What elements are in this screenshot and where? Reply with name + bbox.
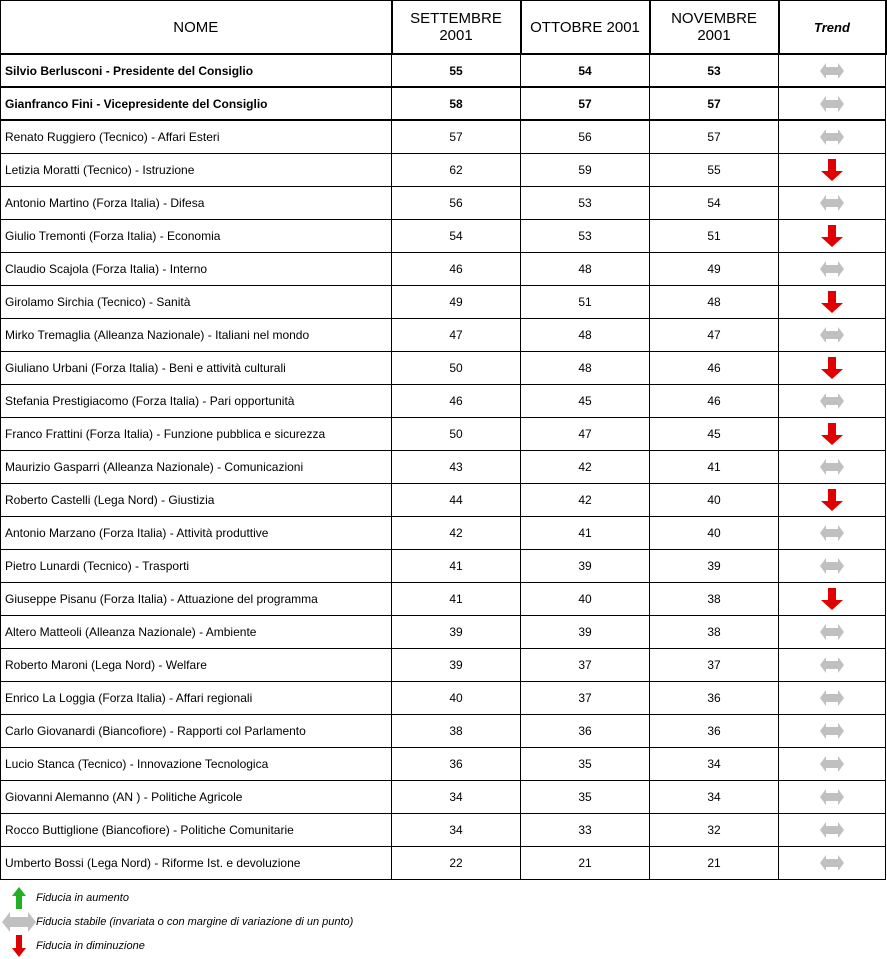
- row-september: 44: [392, 484, 521, 517]
- row-name: Umberto Bossi (Lega Nord) - Riforme Ist. e devoluzione: [1, 847, 392, 880]
- table-row: [1, 253, 886, 286]
- row-name: Letizia Moratti (Tecnico) - Istruzione: [1, 154, 392, 187]
- row-october: 59: [521, 154, 650, 187]
- row-november: 48: [650, 286, 779, 319]
- row-trend: [779, 54, 886, 87]
- row-october: 33: [521, 814, 650, 847]
- row-name: Pietro Lunardi (Tecnico) - Trasporti: [1, 550, 392, 583]
- table-row: [1, 616, 886, 649]
- legend-stable-label: Fiducia stabile (invariata o con margine di variazione di un punto): [36, 916, 354, 928]
- row-name: Claudio Scajola (Forza Italia) - Interno: [1, 253, 392, 286]
- row-name: Giovanni Alemanno (AN ) - Politiche Agricole: [1, 781, 392, 814]
- gray-double-arrow-icon: [820, 96, 844, 110]
- row-trend: [779, 187, 886, 220]
- row-october: 40: [521, 583, 650, 616]
- row-september: 42: [392, 517, 521, 550]
- row-october: 47: [521, 418, 650, 451]
- table-row: [1, 220, 886, 253]
- row-trend: [779, 715, 886, 748]
- row-trend: [779, 154, 886, 187]
- row-september: 22: [392, 847, 521, 880]
- row-november: 57: [650, 87, 779, 120]
- row-november: 53: [650, 54, 779, 87]
- row-october: 35: [521, 748, 650, 781]
- row-november: 54: [650, 187, 779, 220]
- row-september: 34: [392, 781, 521, 814]
- row-november: 41: [650, 451, 779, 484]
- table-row: [1, 847, 886, 880]
- gray-double-arrow-icon: [820, 789, 844, 803]
- table-row: [1, 352, 886, 385]
- row-name: Carlo Giovanardi (Biancofiore) - Rapporti col Parlamento: [1, 715, 392, 748]
- row-november: 21: [650, 847, 779, 880]
- table-row: [1, 120, 886, 154]
- row-september: 57: [392, 120, 521, 154]
- row-trend: [779, 87, 886, 120]
- row-name: Roberto Maroni (Lega Nord) - Welfare: [1, 649, 392, 682]
- row-october: 48: [521, 352, 650, 385]
- row-october: 39: [521, 550, 650, 583]
- header-row: [1, 1, 886, 55]
- gray-double-arrow-icon: [820, 195, 844, 209]
- row-september: 41: [392, 550, 521, 583]
- red-down-arrow-icon: [821, 360, 843, 374]
- table-row: [1, 385, 886, 418]
- row-november: 40: [650, 484, 779, 517]
- row-september: 49: [392, 286, 521, 319]
- table-row: [1, 484, 886, 517]
- row-october: 57: [521, 87, 650, 120]
- row-name: Roberto Castelli (Lega Nord) - Giustizia: [1, 484, 392, 517]
- table-row: [1, 781, 886, 814]
- row-october: 41: [521, 517, 650, 550]
- header-september: SETTEMBRE 2001: [392, 1, 521, 55]
- gray-double-arrow-icon: [820, 459, 844, 473]
- table-row: [1, 682, 886, 715]
- row-october: 37: [521, 682, 650, 715]
- table-row: [1, 54, 886, 87]
- table-row: [1, 286, 886, 319]
- row-trend: [779, 286, 886, 319]
- gray-double-arrow-icon: [820, 558, 844, 572]
- table-row: [1, 87, 886, 120]
- row-trend: [779, 120, 886, 154]
- row-trend: [779, 517, 886, 550]
- row-october: 21: [521, 847, 650, 880]
- table-row: [1, 715, 886, 748]
- gray-double-arrow-icon: [820, 822, 844, 836]
- row-november: 49: [650, 253, 779, 286]
- row-november: 57: [650, 120, 779, 154]
- red-down-arrow-icon: [821, 162, 843, 176]
- row-october: 39: [521, 616, 650, 649]
- row-name: Renato Ruggiero (Tecnico) - Affari Esteri: [1, 120, 392, 154]
- row-trend: [779, 847, 886, 880]
- table-row: [1, 814, 886, 847]
- gray-double-arrow-icon: [820, 129, 844, 143]
- gray-double-arrow-icon: [820, 327, 844, 341]
- gray-double-arrow-icon: [820, 63, 844, 77]
- row-november: 36: [650, 682, 779, 715]
- row-name: Giuliano Urbani (Forza Italia) - Beni e attività culturali: [1, 352, 392, 385]
- row-october: 45: [521, 385, 650, 418]
- row-september: 43: [392, 451, 521, 484]
- row-name: Altero Matteoli (Alleanza Nazionale) - Ambiente: [1, 616, 392, 649]
- row-september: 46: [392, 253, 521, 286]
- row-september: 39: [392, 649, 521, 682]
- legend-stable: [0, 910, 353, 934]
- row-november: 37: [650, 649, 779, 682]
- row-september: 36: [392, 748, 521, 781]
- row-november: 34: [650, 781, 779, 814]
- legend-down: [0, 934, 145, 958]
- row-name: Antonio Marzano (Forza Italia) - Attività produttive: [1, 517, 392, 550]
- row-trend: [779, 748, 886, 781]
- row-october: 42: [521, 484, 650, 517]
- header-trend: Trend: [779, 1, 886, 55]
- row-october: 35: [521, 781, 650, 814]
- row-november: 38: [650, 583, 779, 616]
- table-row: [1, 187, 886, 220]
- table-row: [1, 748, 886, 781]
- red-down-arrow-icon: [821, 492, 843, 506]
- gray-double-arrow-icon: [820, 756, 844, 770]
- row-september: 50: [392, 418, 521, 451]
- row-october: 56: [521, 120, 650, 154]
- header-october: OTTOBRE 2001: [521, 1, 650, 55]
- red-down-arrow-icon: [821, 294, 843, 308]
- row-trend: [779, 616, 886, 649]
- gray-double-arrow-icon: [820, 624, 844, 638]
- row-october: 53: [521, 220, 650, 253]
- row-trend: [779, 451, 886, 484]
- table-row: [1, 418, 886, 451]
- gray-double-arrow-icon: [820, 690, 844, 704]
- row-november: 46: [650, 352, 779, 385]
- row-name: Mirko Tremaglia (Alleanza Nazionale) - Italiani nel mondo: [1, 319, 392, 352]
- row-trend: [779, 418, 886, 451]
- legend-down-label: Fiducia in diminuzione: [36, 940, 145, 952]
- row-november: 47: [650, 319, 779, 352]
- table-row: [1, 583, 886, 616]
- row-september: 39: [392, 616, 521, 649]
- row-name: Lucio Stanca (Tecnico) - Innovazione Tecnologica: [1, 748, 392, 781]
- row-name: Franco Frattini (Forza Italia) - Funzione pubblica e sicurezza: [1, 418, 392, 451]
- table-body: [1, 54, 886, 880]
- row-october: 51: [521, 286, 650, 319]
- row-november: 38: [650, 616, 779, 649]
- table-row: [1, 154, 886, 187]
- row-october: 37: [521, 649, 650, 682]
- row-name: Enrico La Loggia (Forza Italia) - Affari regionali: [1, 682, 392, 715]
- row-september: 34: [392, 814, 521, 847]
- row-october: 53: [521, 187, 650, 220]
- gray-double-arrow-icon: [820, 261, 844, 275]
- row-name: Stefania Prestigiacomo (Forza Italia) - Pari opportunità: [1, 385, 392, 418]
- row-name: Antonio Martino (Forza Italia) - Difesa: [1, 187, 392, 220]
- row-november: 32: [650, 814, 779, 847]
- row-trend: [779, 385, 886, 418]
- row-trend: [779, 781, 886, 814]
- red-down-arrow-icon: [821, 228, 843, 242]
- row-october: 48: [521, 319, 650, 352]
- row-trend: [779, 220, 886, 253]
- row-november: 39: [650, 550, 779, 583]
- table-row: [1, 550, 886, 583]
- row-october: 54: [521, 54, 650, 87]
- row-september: 54: [392, 220, 521, 253]
- row-september: 47: [392, 319, 521, 352]
- row-trend: [779, 352, 886, 385]
- row-name: Silvio Berlusconi - Presidente del Consiglio: [1, 54, 392, 87]
- header-name: NOME: [1, 1, 392, 55]
- legend-up: [0, 886, 129, 910]
- row-trend: [779, 253, 886, 286]
- row-november: 46: [650, 385, 779, 418]
- row-trend: [779, 484, 886, 517]
- gray-double-arrow-icon: [820, 657, 844, 671]
- table-row: [1, 649, 886, 682]
- gray-double-arrow-icon: [820, 855, 844, 869]
- row-september: 50: [392, 352, 521, 385]
- row-september: 38: [392, 715, 521, 748]
- row-november: 45: [650, 418, 779, 451]
- row-name: Gianfranco Fini - Vicepresidente del Consiglio: [1, 87, 392, 120]
- row-november: 51: [650, 220, 779, 253]
- row-september: 41: [392, 583, 521, 616]
- table-row: [1, 517, 886, 550]
- green-up-arrow-icon: [0, 887, 38, 909]
- red-down-arrow-icon: [0, 935, 38, 957]
- row-september: 56: [392, 187, 521, 220]
- row-november: 34: [650, 748, 779, 781]
- row-september: 46: [392, 385, 521, 418]
- row-trend: [779, 319, 886, 352]
- row-name: Giulio Tremonti (Forza Italia) - Economia: [1, 220, 392, 253]
- header-november: NOVEMBRE 2001: [650, 1, 779, 55]
- legend-up-label: Fiducia in aumento: [36, 892, 129, 904]
- row-september: 40: [392, 682, 521, 715]
- row-trend: [779, 682, 886, 715]
- red-down-arrow-icon: [821, 426, 843, 440]
- row-october: 36: [521, 715, 650, 748]
- row-october: 48: [521, 253, 650, 286]
- row-september: 55: [392, 54, 521, 87]
- row-november: 55: [650, 154, 779, 187]
- gray-double-arrow-icon: [820, 723, 844, 737]
- row-september: 62: [392, 154, 521, 187]
- table-row: [1, 451, 886, 484]
- row-name: Maurizio Gasparri (Alleanza Nazionale) - Comunicazioni: [1, 451, 392, 484]
- row-october: 42: [521, 451, 650, 484]
- row-trend: [779, 550, 886, 583]
- row-name: Rocco Buttiglione (Biancofiore) - Politiche Comunitarie: [1, 814, 392, 847]
- row-trend: [779, 649, 886, 682]
- row-november: 36: [650, 715, 779, 748]
- row-trend: [779, 583, 886, 616]
- row-november: 40: [650, 517, 779, 550]
- row-trend: [779, 814, 886, 847]
- red-down-arrow-icon: [821, 591, 843, 605]
- gray-double-arrow-icon: [0, 912, 38, 932]
- row-name: Giuseppe Pisanu (Forza Italia) - Attuazione del programma: [1, 583, 392, 616]
- gray-double-arrow-icon: [820, 393, 844, 407]
- row-name: Girolamo Sirchia (Tecnico) - Sanità: [1, 286, 392, 319]
- table-row: [1, 319, 886, 352]
- row-september: 58: [392, 87, 521, 120]
- gray-double-arrow-icon: [820, 525, 844, 539]
